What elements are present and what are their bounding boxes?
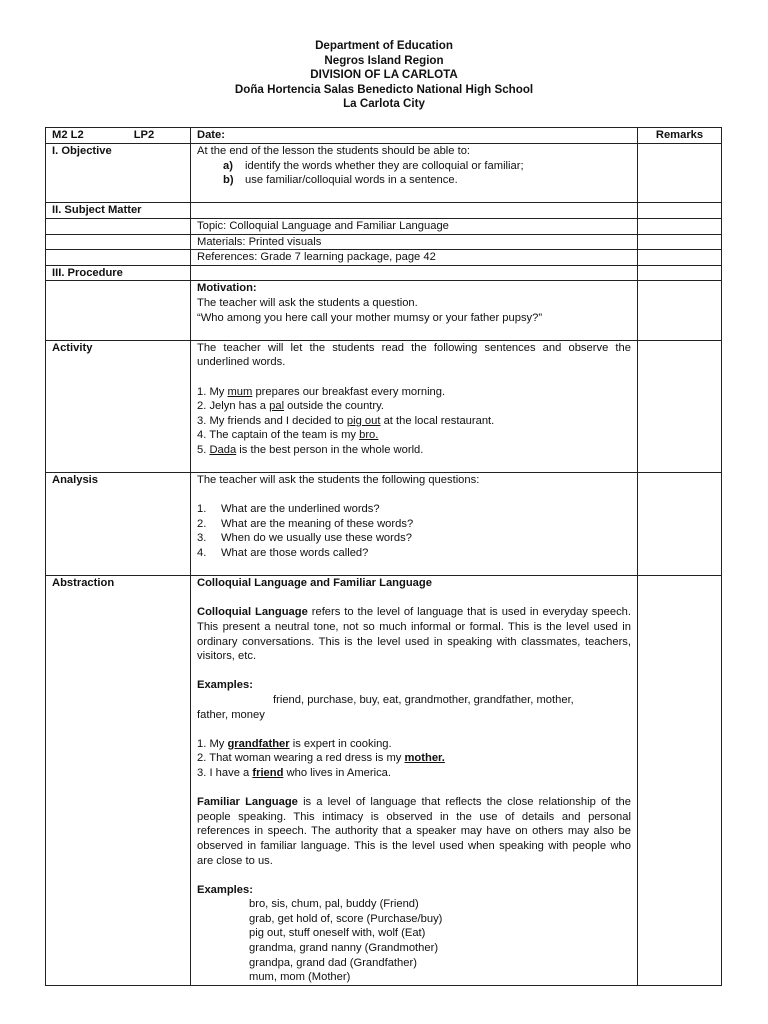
header-line-city: La Carlota City — [343, 97, 425, 111]
topic-text: Topic: Colloquial Language and Familiar Language — [191, 218, 638, 234]
materials-row — [46, 234, 722, 250]
header-line-school: Doña Hortencia Salas Benedicto National High School — [234, 82, 534, 96]
objective-list — [197, 159, 631, 188]
topic-row — [46, 218, 722, 234]
code-cell — [46, 128, 191, 144]
objective-content — [191, 144, 638, 203]
analysis-questions — [197, 502, 631, 560]
activity-row — [46, 340, 722, 472]
list-item: grandma, grand nanny (Grandmother) — [249, 942, 439, 955]
analysis-label: Analysis — [46, 473, 191, 576]
lesson-code: M2 L2 — [52, 129, 84, 141]
list-item: 2. That woman wearing a red dress is my mother. — [197, 752, 445, 765]
motivation-question: “Who among you here call your mother mumsy or your father pupsy?” — [197, 311, 543, 324]
objective-label: I. Objective — [46, 144, 191, 203]
abstraction-label: Abstraction — [46, 576, 191, 986]
references-text: References: Grade 7 learning package, page 42 — [191, 250, 638, 266]
motivation-content — [191, 281, 638, 340]
header-line-division: DIVISION OF LA CARLOTA — [310, 68, 458, 82]
colloquial-definition: Colloquial Language refers to the level of language that is used in everyday speech. This present a neutral tone, not so much informal or formal. This is the level used in ordinary conversations. This is the level used in speaking with classmates, teachers, visitors, etc. — [197, 606, 631, 663]
subject-matter-label: II. Subject Matter — [46, 203, 191, 219]
examples-label: Examples: — [197, 679, 253, 692]
abstraction-content — [191, 576, 638, 986]
list-item: 3. I have a friend who lives in America. — [197, 766, 392, 779]
list-item: 5. Dada is the best person in the whole world. — [197, 443, 424, 456]
list-item: 2. What are the meaning of these words? — [197, 517, 414, 530]
analysis-row — [46, 473, 722, 576]
motivation-line: The teacher will ask the students a question. — [197, 296, 418, 309]
analysis-content — [191, 473, 638, 576]
list-item: b) use familiar/colloquial words in a sentence. — [223, 174, 458, 187]
familiar-definition: Familiar Language is a level of language that reflects the close relationship of the people speaking. This intimacy is observed in the use of details and personal references in speech. The authority that a speaker may have on others may also be observed in familiar language. This is the level used when speaking with people who are close to us. — [197, 796, 631, 867]
list-item: a) identify the words whether they are colloquial or familiar; — [223, 159, 524, 172]
lesson-plan-table — [45, 127, 722, 986]
colloquial-examples-cont: father, money — [197, 708, 265, 721]
familiar-examples-label: Examples: — [197, 883, 253, 896]
remarks-cell — [638, 203, 722, 219]
subject-matter-row — [46, 203, 722, 219]
objective-intro: At the end of the lesson the students should be able to: — [197, 145, 471, 157]
lesson-plan-number: LP2 — [133, 129, 155, 141]
abstraction-title: Colloquial Language and Familiar Language — [197, 577, 432, 590]
remarks-header: Remarks — [638, 128, 722, 144]
list-item: grandpa, grand dad (Grandfather) — [249, 956, 417, 969]
list-item: 1. My mum prepares our breakfast every morning. — [197, 385, 446, 398]
procedure-row — [46, 265, 722, 281]
activity-label: Activity — [46, 340, 191, 472]
header-line-department: Department of Education — [315, 39, 453, 52]
date-label: Date: — [191, 128, 638, 144]
abstraction-row — [46, 576, 722, 986]
motivation-row — [46, 281, 722, 340]
analysis-intro: The teacher will ask the students the following questions: — [197, 474, 480, 487]
list-item: bro, sis, chum, pal, buddy (Friend) — [249, 898, 419, 911]
procedure-label: III. Procedure — [46, 265, 191, 281]
list-item: grab, get hold of, score (Purchase/buy) — [249, 912, 443, 925]
list-item: mum, mom (Mother) — [249, 971, 351, 984]
list-item: 4. What are those words called? — [197, 547, 369, 560]
activity-intro: The teacher will let the students read the following sentences and observe the underlined words. — [197, 341, 631, 369]
list-item: 2. Jelyn has a pal outside the country. — [197, 400, 384, 413]
list-item: 1. My grandfather is expert in cooking. — [197, 737, 392, 750]
subject-matter-blank — [191, 203, 638, 219]
list-item: pig out, stuff oneself with, wolf (Eat) — [249, 927, 426, 940]
list-item: 3. When do we usually use these words? — [197, 532, 412, 545]
document-header — [0, 39, 768, 112]
colloquial-examples: friend, purchase, buy, eat, grandmother, grandfather, mother, — [273, 693, 574, 706]
header-line-region: Negros Island Region — [324, 53, 444, 67]
list-item: 1. What are the underlined words? — [197, 503, 380, 516]
objective-row — [46, 144, 722, 203]
table-header-row — [46, 128, 722, 144]
activity-content — [191, 340, 638, 472]
materials-text: Materials: Printed visuals — [191, 234, 638, 250]
remarks-cell — [638, 144, 722, 203]
list-item: 4. The captain of the team is my bro. — [197, 429, 379, 442]
references-row — [46, 250, 722, 266]
motivation-title: Motivation: — [197, 282, 257, 295]
list-item: 3. My friends and I decided to pig out at the local restaurant. — [197, 414, 495, 427]
